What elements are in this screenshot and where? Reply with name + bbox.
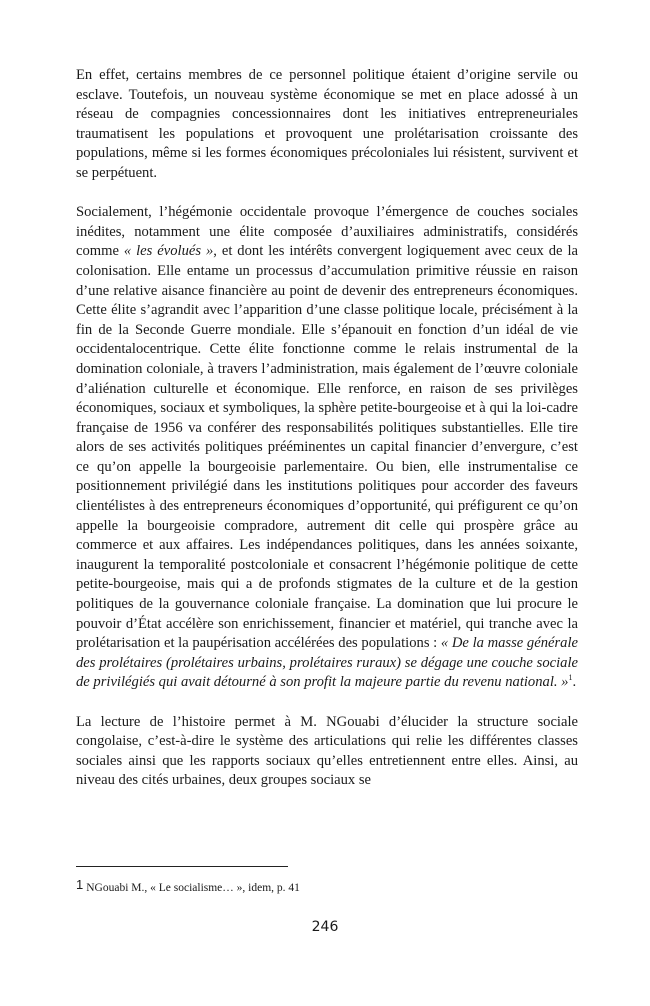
page-body [76,66,578,791]
paragraph-3: La lecture de l’histoire permet à M. NGouabi d’élucider la structure sociale congolaise, c’est-à-dire le système des articulations qui relie les différentes classes sociales ainsi que les rapports sociaux qu’elles entretiennent entre elles. Ainsi, au niveau des cités urbaines, deux groupes sociaux se [76,713,578,789]
paragraph-2 [76,203,578,693]
quoted-term-les-evolues: « les évolués » [123,243,214,260]
footnote [76,878,578,895]
paragraph-1: En effet, certains membres de ce personnel politique étaient d’origine servile ou esclave. Toutefois, un nouveau système économique se met en place adossé à un réseau de compagnies concessionnaires dont les initiatives entrepreneuriales traumatisent les populations et provoquent une prolétarisation croissante des populations, même si les formes économiques précoloniales lui résistent, survivent et se perpétuent. [76,67,578,181]
paragraph-2-text-b: , et dont les intérêts convergent logiquement avec ceux de la colonisation. Elle entame un processus d’accumulation primitive réussie en raison d’une relative aisance financière au point de devenir des entrepreneurs économiques. Cette élite s’agrandit avec l’apparition d’une classe politique locale, précisément à la fin de la Seconde Guerre mondiale. Elle s’épanouit en fonction d’un idéal de vie occidentalocentrique. Cette élite fonctionne comme le relais instrumental de la domination coloniale, à travers l’administration, mais également de l’œuvre coloniale d’aliénation culturelle et économique. Elle renforce, en raison de ses privilèges économiques, sociaux et symboliques, la sphère petite-bourgeoise et à qui la loi-cadre française de 1956 va conférer des responsabilités politiques substantielles. Elle tire alors de ses activités politiques prééminentes un capital financier d’envergure, c’est ce qu’on appelle la bourgeoisie parlementaire. Ou bien, elle instrumentalise ce positionnement privilégié dans les institutions politiques pour accorder des faveurs clientélistes à des entrepreneurs économiques d’opportunité, qui préfigurent ce qu’on appelle la bourgeoisie compradore, autrement dit celle qui prospère grâce au commerce et aux affaires. Les indépendances politiques, dans les années soixante, inaugurent la temporalité postcoloniale et consacrent l’hégémonie politique de cette petite-bourgeoise, mais qui a de profonds stigmates de la culture et de la gestion politiques de la gouvernance coloniale française. La domination que lui procure le pouvoir d’État accélère son enrichissement, financier et matériel, qui tranche avec la prolétarisation et la paupérisation accélérées des populations : [76,243,578,652]
paragraph-2-text-a: Socialement, l’hégémonie occidentale provoque l’émergence de couches sociales inédites, notamment une élite composée d’auxiliaires administratifs, considérés comme [76,204,578,260]
footnote-reference[interactable]: 1 [568,673,573,683]
footnote-number: 1 [76,877,84,892]
footnote-divider [76,866,288,867]
quotation-ngouabi: « De la masse générale des prolétaires (prolétaires urbains, prolétaires ruraux) se dégage une couche sociale de privilégiés qui avait détourné à son profit la majeure partie du revenu national. » [76,635,578,691]
page-number: 246 [311,919,339,935]
paragraph-2-end: . [572,674,577,691]
footnote-text: NGouabi M., « Le socialisme… », idem, p. 41 [86,882,300,894]
